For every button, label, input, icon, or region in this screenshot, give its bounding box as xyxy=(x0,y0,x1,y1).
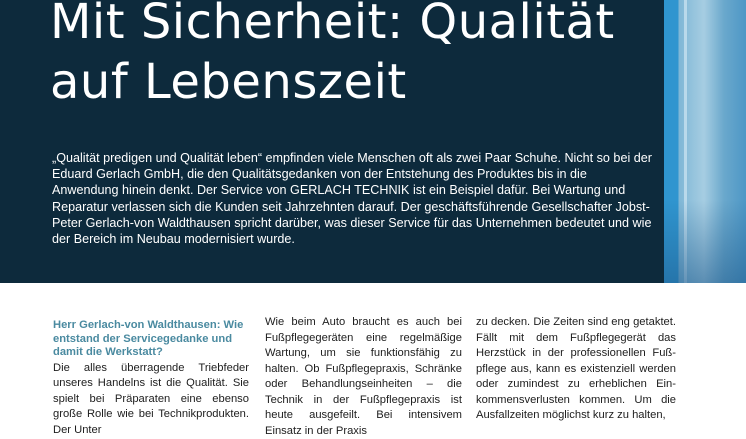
article-column-3: zu decken. Die Zeiten sind eng getaktet. Fällt mit dem Fußpflegegerät das Herzstück in der professionellen Fußpflege aus, kann es existenziell werden oder zumindest zu erheblichen Einkommensverlusten kommen. Um die Ausfallzeiten möglichst kurz zu halten, xyxy=(476,316,676,421)
page-title: Mit Sicherheit: Qualität auf Lebenszeit xyxy=(50,0,615,110)
article-column-1 xyxy=(53,315,249,438)
header-photo xyxy=(664,0,746,283)
interview-question: Herr Gerlach-von Waldthausen: Wie entstand der Servicegedanke und damit die Werkstatt? xyxy=(53,319,244,358)
column-1-text: Die alles überragende Triebfeder unseres Handelns ist die Qualität. Sie spielt bei Präparaten eine ebenso große Rolle wie bei Technikprodukten. Der Unter xyxy=(53,361,249,436)
article-column-2: Wie beim Auto braucht es auch bei Fußpflegegeräten eine regelmäßige Wartung, um sie funktionsfähig zu halten. Ob Fußpflegepraxis, Schränke oder Behandlungseinheiten – die Technik in der Fußpflegepraxis ist heute ausgefeilt. Bei intensivem Einsatz in der Praxis xyxy=(265,316,462,437)
intro-paragraph: „Qualität predigen und Qualität leben“ empfinden viele Menschen oft als zwei Paar Schuhe. Nicht so bei der Eduard Gerlach GmbH, die den Qualitätsgedanken von der Entstehung des Produktes bis in die Anwendung hinein denkt. Der Service von GERLACH TECHNIK ist ein Beispiel dafür. Bei Wartung und Reparatur verlassen sich die Kunden seit Jahrzehnten darauf. Der geschäftsführende Gesellschafter Jobst-Peter Gerlach-von Waldthausen spricht darüber, was dieser Service für das Unternehmen bedeutet und wie der Bereich im Neubau modernisiert wurde. xyxy=(52,151,652,247)
